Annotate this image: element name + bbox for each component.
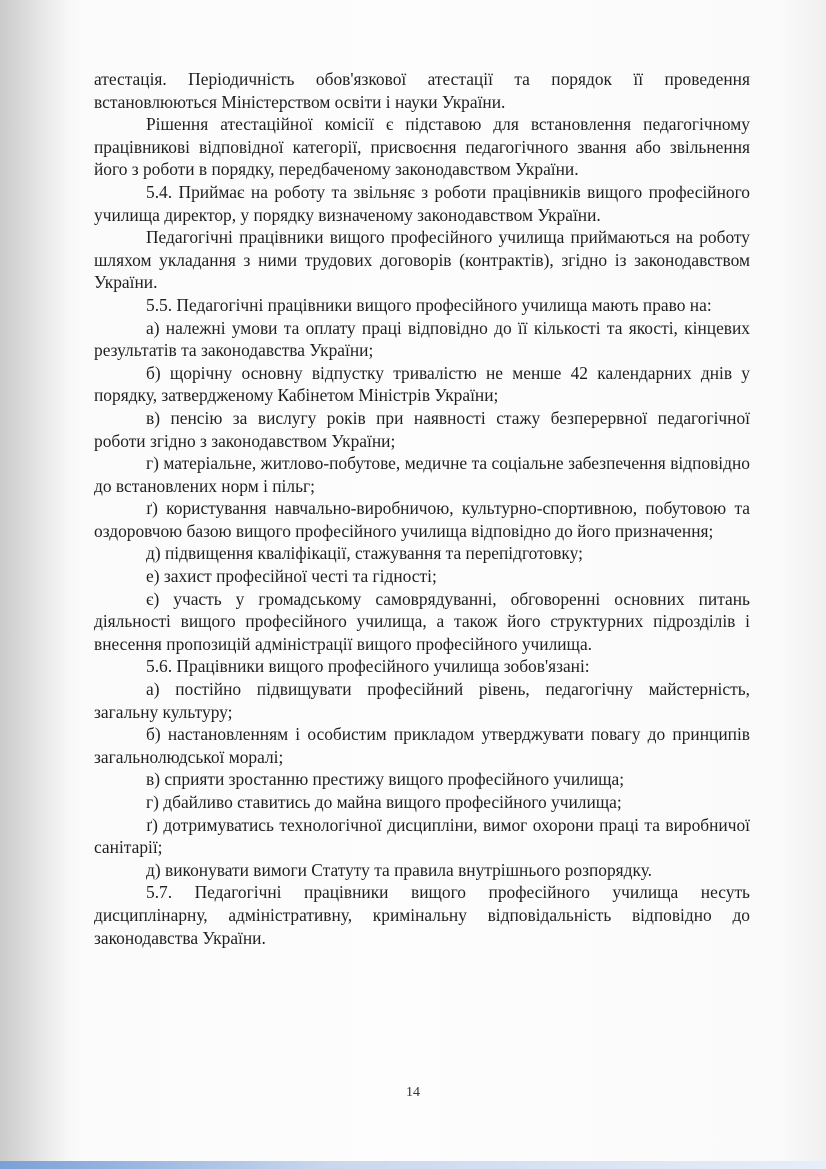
- paragraph: е) захист професійної честі та гідності;: [146, 566, 437, 587]
- paragraph: 5.4. Приймає на роботу та звільняє з роботи працівників вищого професійного училища директор, у порядку визначеному законодавством України.: [94, 181, 750, 225]
- paragraph: д) виконувати вимоги Статуту та правила внутрішнього розпорядку.: [146, 859, 652, 880]
- paragraph: є) участь у громадському самоврядуванні, обговоренні основних питань діяльності вищого професійного училища, а також його структурних підрозділів і внесення пропозицій адміністрації вищого професійного училища.: [94, 588, 750, 654]
- paragraph: д) підвищення кваліфікації, стажування та перепідготовку;: [146, 543, 583, 564]
- paragraph: 5.6. Працівники вищого професійного училища зобов'язані:: [146, 656, 590, 677]
- paragraph: а) постійно підвищувати професійний рівень, педагогічну майстерність, загальну культуру;: [94, 679, 750, 722]
- paragraph: Рішення атестаційної комісії є підставою для встановлення педагогічному працівникові відповідної категорії, присвоєння педагогічного звання або звільнення його з роботи в порядку, передбаченому законодавством України.: [94, 114, 750, 180]
- paragraph: а) належні умови та оплату праці відповідно до її кількості та якості, кінцевих результатів та законодавства України;: [94, 317, 750, 361]
- paragraph: атестація. Періодичність обов'язкової атестації та порядок її проведення встановлюються Міністерством освіти і науки України.: [94, 69, 750, 112]
- paragraph: ґ) дотримуватись технологічної дисципліни, вимог охорони праці та виробничої санітарії;: [94, 814, 750, 858]
- paragraph: 5.7. Педагогічні працівники вищого професійного училища несуть дисциплінарну, адміністративну, кримінальну відповідальність відповідно до законодавства України.: [94, 882, 750, 948]
- paragraph: Педагогічні працівники вищого професійного училища приймаються на роботу шляхом укладання з ними трудових договорів (контрактів), згідно із законодавством України.: [94, 227, 750, 293]
- scan-shadow: [0, 0, 70, 1169]
- paragraph: г) дбайливо ставитись до майна вищого професійного училища;: [146, 792, 622, 812]
- paragraph: ґ) користування навчально-виробничою, культурно-спортивною, побутовою та оздоровчою базою вищого професійного училища відповідно до його призначення;: [94, 498, 750, 541]
- scan-edge: [0, 1161, 826, 1169]
- paragraph: 5.5. Педагогічні працівники вищого професійного училища мають право на:: [146, 294, 712, 315]
- paragraph: в) сприяти зростанню престижу вищого професійного училища;: [146, 769, 625, 790]
- paragraph: г) матеріальне, житлово-побутове, медичне та соціальне забезпечення відповідно до встановлених норм і пільг;: [94, 453, 750, 496]
- page-number: 14: [406, 1085, 420, 1100]
- paragraph: б) щорічну основну відпустку тривалістю не менше 42 календарних днів у порядку, затвердженому Кабінетом Міністрів України;: [94, 362, 750, 406]
- paragraph: б) настановленням і особистим прикладом утверджувати повагу до принципів загальнолюдської моралі;: [94, 724, 750, 767]
- paragraph: в) пенсію за вислугу років при наявності стажу безперервної педагогічної роботи згідно з законодавством України;: [94, 407, 750, 451]
- document-body: [94, 68, 750, 949]
